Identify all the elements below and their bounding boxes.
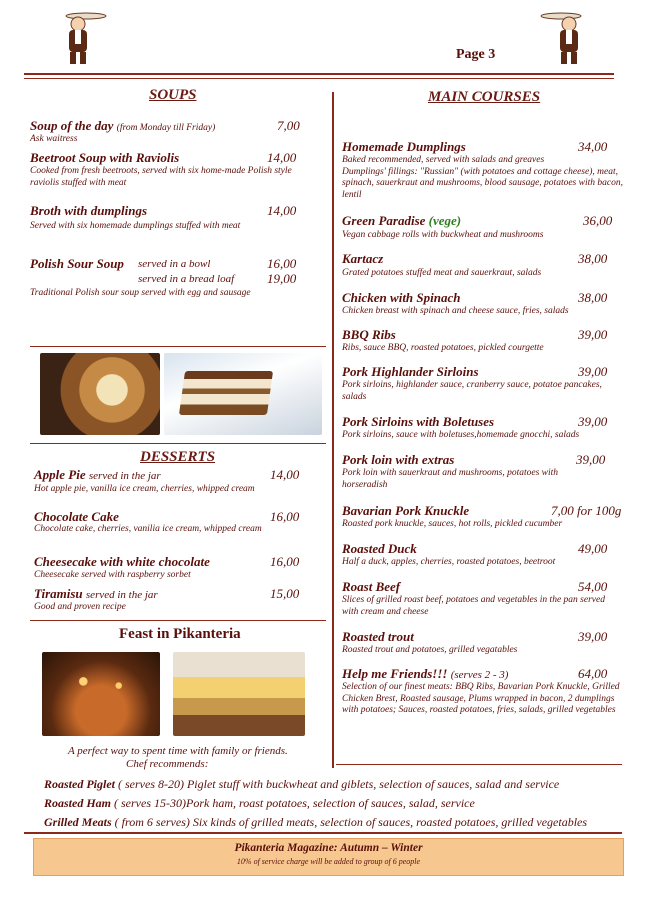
chocolate-cake-desc: Chocolate cake, cherries, vanilia ice cream, whipped cream xyxy=(34,524,262,534)
broth-desc: Served with six homemade dumplings stuffed with meat xyxy=(30,221,241,231)
pork-loin-price: 39,00 xyxy=(576,452,606,467)
roast-beef-name: Roast Beef xyxy=(342,579,401,594)
kartacz-desc: Grated potatoes stuffed meat and sauerkraut, salads xyxy=(342,268,542,278)
chef-recommends: Chef recommends: xyxy=(126,758,209,770)
sour-soup-price2: 19,00 xyxy=(267,271,297,286)
green-paradise-desc: Vegan cabbage rolls with buckwheat and mushrooms xyxy=(342,230,544,240)
feast-buffet-photo xyxy=(173,652,305,736)
chicken-spinach-name: Chicken with Spinach xyxy=(342,290,461,305)
chocolate-cake-name: Chocolate Cake xyxy=(34,509,119,524)
highlander-desc: Pork sirloins, highlander sauce, cranberry sauce, potatoe pancakes, salads xyxy=(342,380,602,402)
dumplings-price: 34,00 xyxy=(578,139,608,154)
apple-pie-desc: Hot apple pie, vanilla ice cream, cherries, whipped cream xyxy=(34,484,255,494)
top-rule-thin xyxy=(24,78,614,79)
chicken-spinach-price: 38,00 xyxy=(578,290,608,305)
duck-price: 49,00 xyxy=(578,541,608,556)
green-paradise-price: 36,00 xyxy=(583,213,613,228)
tiramisu-photo xyxy=(164,353,322,435)
soups-bottom-rule xyxy=(30,346,326,347)
bottom-rule xyxy=(24,832,622,834)
feast-top-rule xyxy=(30,620,326,621)
feast-item-piglet: Roasted Piglet ( serves 8-20) Piglet stuff with buckwheat and giblets, selection of sauces, salad and service xyxy=(44,777,560,791)
top-rule xyxy=(24,73,614,75)
tiramisu-desc: Good and proven recipe xyxy=(34,602,126,612)
apple-pie-name: Apple Pie served in the jar xyxy=(34,467,161,482)
boletuses-price: 39,00 xyxy=(578,414,608,429)
bbq-ribs-desc: Ribs, sauce BBQ, roasted potatoes, pickled courgette xyxy=(342,343,544,353)
sour-soup-opt1: served in a bowl xyxy=(138,258,211,270)
cheesecake-price: 16,00 xyxy=(270,554,300,569)
footer-banner xyxy=(33,838,624,876)
boletuses-name: Pork Sirloins with Boletuses xyxy=(342,414,495,429)
sour-soup-name: Polish Sour Soup xyxy=(30,256,124,271)
soup-of-day-price: 7,00 xyxy=(277,118,300,133)
pork-loin-desc: Pork loin with sauerkraut and mushrooms, potatoes with horseradish xyxy=(342,468,559,490)
sour-soup-price1: 16,00 xyxy=(267,256,297,271)
chocolate-cake-price: 16,00 xyxy=(270,509,300,524)
trout-desc: Roasted trout and potatoes, grilled vegatables xyxy=(342,645,518,655)
kartacz-price: 38,00 xyxy=(578,251,608,266)
help-friends-desc: Selection of our finest meats: BBQ Ribs, Bavarian Pork Knuckle, Grilled Chicken Brest, Roasted sausage, Plums wrapped in bacon, 2 dumplings with potatoes; Sauces, roasted potatoes, fries, salads, grilled vegetables xyxy=(342,682,620,715)
waiter-logo-left xyxy=(56,8,108,66)
soups-heading: SOUPS xyxy=(149,87,197,103)
beetroot-soup-price: 14,00 xyxy=(267,150,297,165)
main-courses-heading: MAIN COURSES xyxy=(428,89,541,105)
soup-of-day-desc: Ask waitress xyxy=(30,134,78,144)
green-paradise-name: Green Paradise (vege) xyxy=(342,213,462,228)
sour-soup-desc: Traditional Polish sour soup served with egg and sausage xyxy=(30,288,251,298)
kartacz-name: Kartacz xyxy=(342,251,384,266)
desserts-top-rule xyxy=(30,443,326,444)
feast-caption: A perfect way to spent time with family or friends. xyxy=(68,745,288,757)
feast-heading: Feast in Pikanteria xyxy=(119,626,241,642)
duck-desc: Half a duck, apples, cherries, roasted potatoes, beetroot xyxy=(342,557,556,567)
bbq-ribs-name: BBQ Ribs xyxy=(342,327,396,342)
column-divider xyxy=(332,92,334,768)
knuckle-name: Bavarian Pork Knuckle xyxy=(342,503,470,518)
beetroot-soup-desc: Cooked from fresh beetroots, served with six home-made Polish style raviolis stuffed with meat xyxy=(30,166,292,188)
help-friends-price: 64,00 xyxy=(578,666,608,681)
beetroot-soup-name: Beetroot Soup with Raviolis xyxy=(30,150,180,165)
cheesecake-name: Cheesecake with white chocolate xyxy=(34,554,210,569)
boletuses-desc: Pork sirloins, sauce with boletuses,homemade gnocchi, salads xyxy=(342,430,580,440)
trout-name: Roasted trout xyxy=(342,629,414,644)
knuckle-price: 7,00 for 100g xyxy=(551,503,622,518)
bread-soup-photo xyxy=(40,353,160,435)
pork-loin-name: Pork loin with extras xyxy=(342,452,455,467)
tiramisu-price: 15,00 xyxy=(270,586,300,601)
main-bottom-rule xyxy=(336,764,622,765)
service-charge-note: 10% of service charge will be added to group of 6 people xyxy=(236,857,421,866)
roast-beef-price: 54,00 xyxy=(578,579,608,594)
page-number: Page 3 xyxy=(456,47,496,62)
tiramisu-name: Tiramisu served in the jar xyxy=(34,586,158,601)
chicken-spinach-desc: Chicken breast with spinach and cheese sauce, fries, salads xyxy=(342,306,569,316)
knuckle-desc: Roasted pork knuckle, sauces, hot rolls, pickled cucumber xyxy=(342,519,563,529)
feast-candles-photo xyxy=(42,652,160,736)
help-friends-name: Help me Friends!!! (serves 2 - 3) xyxy=(342,666,509,681)
waiter-logo-right xyxy=(539,8,591,66)
desserts-heading: DESSERTS xyxy=(140,449,216,465)
magazine-title: Pikanteria Magazine: Autumn – Winter xyxy=(234,842,423,854)
bbq-ribs-price: 39,00 xyxy=(578,327,608,342)
highlander-name: Pork Highlander Sirloins xyxy=(342,364,479,379)
broth-price: 14,00 xyxy=(267,203,297,218)
dumplings-name: Homemade Dumplings xyxy=(342,139,466,154)
roast-beef-desc: Slices of grilled roast beef, potatoes and vegetables in the pan served with cream and cheese xyxy=(342,595,605,617)
sour-soup-opt2: served in a bread loaf xyxy=(138,273,235,285)
highlander-price: 39,00 xyxy=(578,364,608,379)
broth-name: Broth with dumplings xyxy=(30,203,148,218)
cheesecake-desc: Cheesecake served with raspberry sorbet xyxy=(34,570,191,580)
feast-item-ham: Roasted Ham ( serves 15-30)Pork ham, roast potatoes, selection of sauces, salad, service xyxy=(44,796,475,810)
dumplings-desc: Baked recommended, served with salads and greaves Dumplings' fillings: "Russian" (with potatoes and cottage cheese), meat, spinach, sauerkraut and mushrooms, blood sausage, potatoes with bacon, lentil xyxy=(342,155,623,200)
duck-name: Roasted Duck xyxy=(342,541,417,556)
apple-pie-price: 14,00 xyxy=(270,467,300,482)
trout-price: 39,00 xyxy=(578,629,608,644)
soup-of-day-name: Soup of the day (from Monday till Friday) xyxy=(30,118,216,133)
feast-item-grilled: Grilled Meats ( from 6 serves) Six kinds of grilled meats, selection of sauces, roasted potatoes, grilled vegetables xyxy=(44,815,588,829)
